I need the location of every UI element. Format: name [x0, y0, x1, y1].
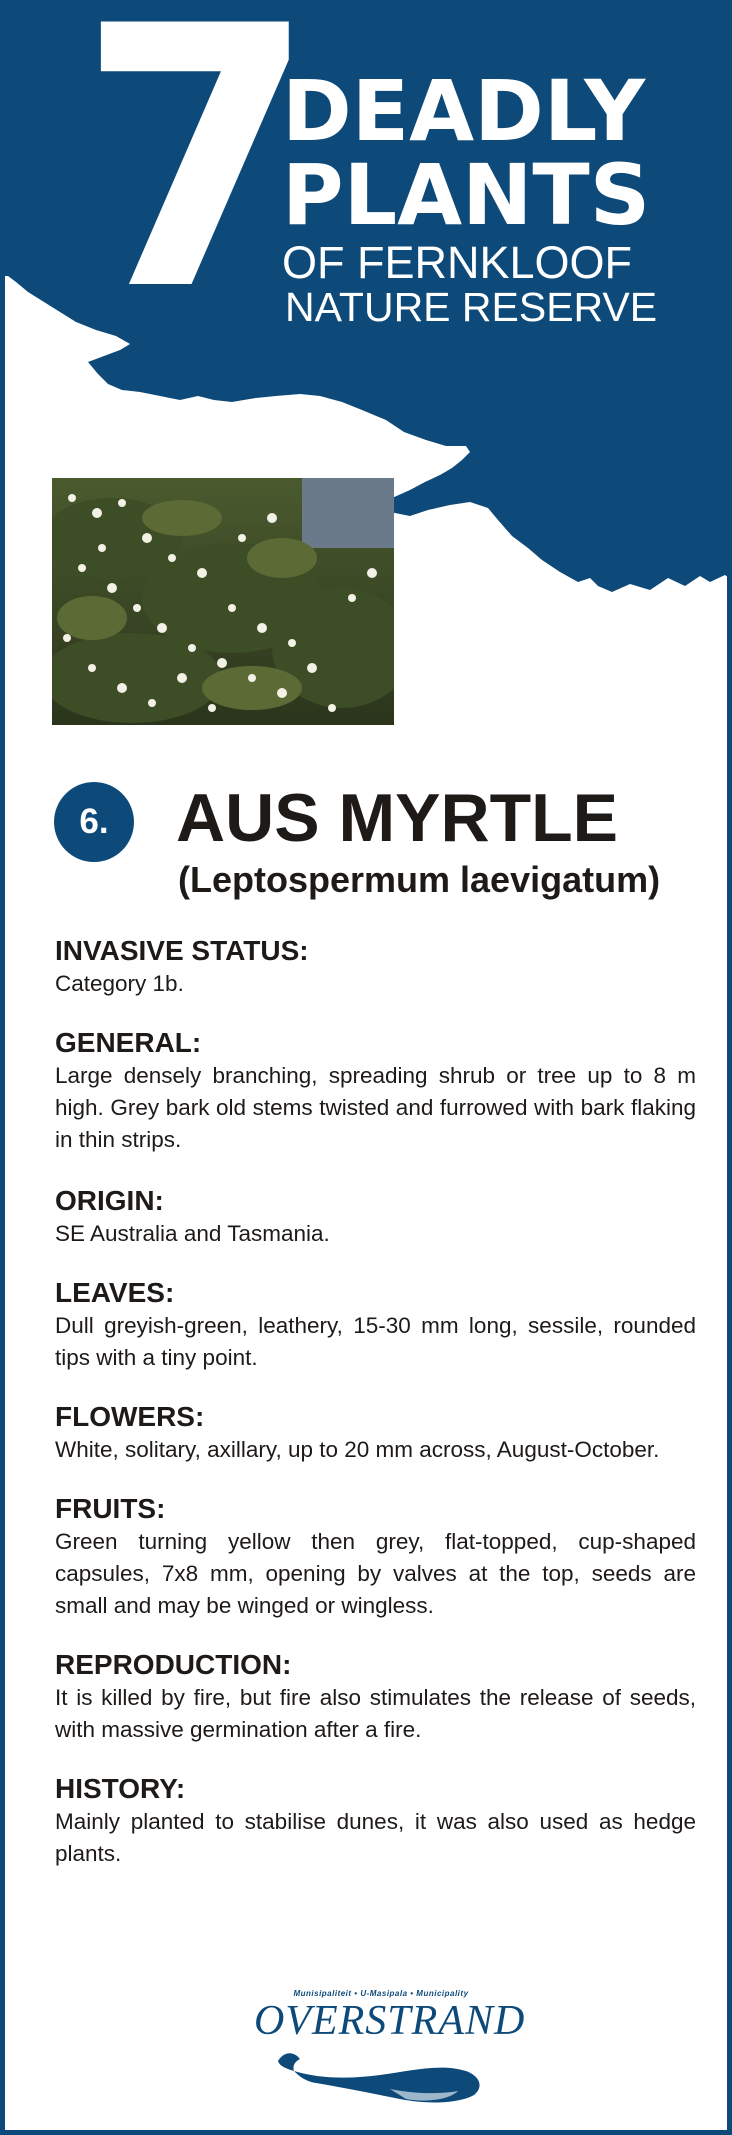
section-flowers: [55, 1400, 696, 1466]
section-origin: [55, 1184, 696, 1250]
section-text: Large densely branching, spreading shrub or tree up to 8 m high. Grey bark old stems twisted and furrowed with bark flaking in thin strips.: [55, 1063, 696, 1152]
section-text: SE Australia and Tasmania.: [55, 1221, 330, 1246]
section-heading: LEAVES:: [55, 1277, 175, 1308]
plant-scientific-name: (Leptospermum laevigatum): [178, 859, 661, 900]
section-text: Category 1b.: [55, 971, 184, 996]
header-title-line2: PLANTS: [282, 146, 651, 244]
section-text: Dull greyish-green, leathery, 15-30 mm long, sessile, rounded tips with a tiny point.: [55, 1313, 696, 1370]
section-reproduction: [55, 1648, 696, 1746]
section-text: Mainly planted to stabilise dunes, it was also used as hedge plants.: [55, 1809, 696, 1866]
section-text: White, solitary, axillary, up to 20 mm across, August-October.: [55, 1437, 660, 1462]
section-heading: FRUITS:: [55, 1493, 166, 1524]
logo-tagline: Munisipaliteit • U-Masipala • Municipality: [293, 1989, 469, 1998]
section-text: It is killed by fire, but fire also stimulates the release of seeds, with massive germination after a fire.: [55, 1685, 696, 1742]
plant-name: AUS MYRTLE: [176, 780, 618, 856]
section-heading: ORIGIN:: [55, 1185, 164, 1216]
plant-photo: [52, 478, 394, 725]
info-sections: [55, 934, 696, 1870]
flowering-shrub-photo: [52, 478, 394, 725]
section-text: Green turning yellow then grey, flat-topped, cup-shaped capsules, 7x8 mm, opening by valves at the top, seeds are small and may be winged or wingless.: [55, 1529, 696, 1618]
overstrand-logo: [250, 1985, 526, 2115]
whale-icon: [270, 2043, 490, 2113]
header-number: 7: [78, 0, 307, 369]
section-general: [55, 1026, 696, 1156]
logo-wordmark: OVERSTRAND: [254, 1998, 526, 2044]
header-title-line1: DEADLY: [282, 62, 646, 160]
section-history: [55, 1772, 696, 1870]
section-heading: REPRODUCTION:: [55, 1649, 292, 1680]
section-heading: GENERAL:: [55, 1027, 202, 1058]
section-heading: HISTORY:: [55, 1773, 186, 1804]
section-leaves: [55, 1276, 696, 1374]
section-heading: FLOWERS:: [55, 1401, 205, 1432]
header-subtitle-line2: NATURE RESERVE: [285, 284, 658, 330]
section-heading: INVASIVE STATUS:: [55, 935, 309, 966]
section-invasive-status: [55, 934, 696, 1000]
section-fruits: [55, 1492, 696, 1622]
plant-number-badge: 6.: [54, 782, 134, 862]
header-subtitle-line1: OF FERNKLOOF: [282, 237, 633, 288]
